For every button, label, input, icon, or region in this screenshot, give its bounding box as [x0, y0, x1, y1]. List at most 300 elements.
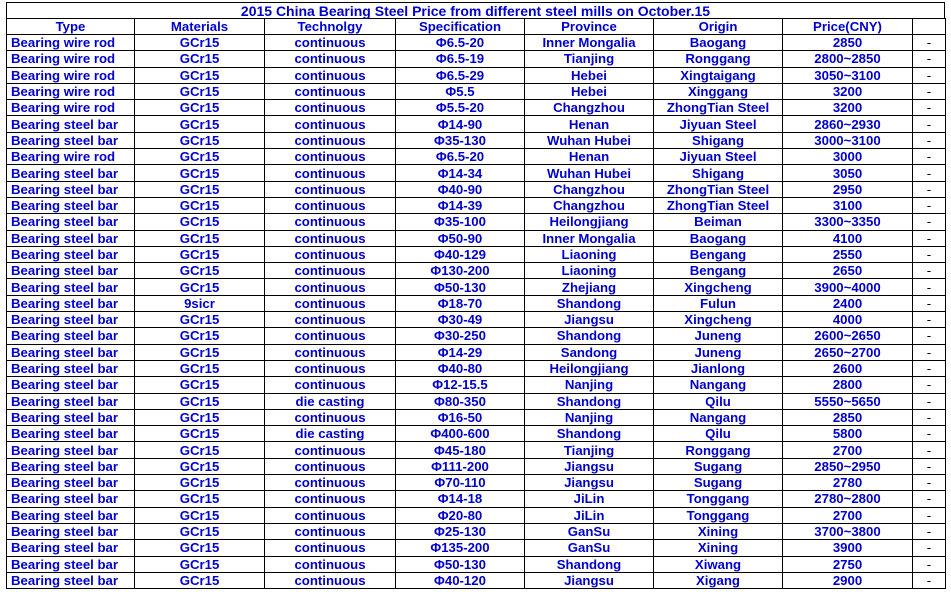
province-cell: JiLin	[525, 507, 654, 523]
province-cell: Liaoning	[525, 263, 654, 279]
price-cell: 3200	[783, 100, 913, 116]
table-row	[7, 442, 946, 458]
materials-cell: GCr15	[135, 197, 265, 213]
technology-cell: continuous	[265, 279, 396, 295]
specification-cell: Φ14-29	[396, 344, 525, 360]
specification-cell: Φ130-200	[396, 263, 525, 279]
materials-cell: GCr15	[135, 279, 265, 295]
origin-cell: Sugang	[654, 475, 783, 491]
table-row	[7, 475, 946, 491]
origin-cell: Juneng	[654, 328, 783, 344]
province-cell: Jiangsu	[525, 312, 654, 328]
materials-cell: GCr15	[135, 442, 265, 458]
technology-cell: continuous	[265, 442, 396, 458]
extra-cell: -	[913, 214, 946, 230]
price-cell: 2800~2850	[783, 51, 913, 67]
type-cell: Bearing steel bar	[7, 197, 135, 213]
materials-cell: GCr15	[135, 426, 265, 442]
type-cell: Bearing steel bar	[7, 360, 135, 376]
price-cell: 2700	[783, 507, 913, 523]
origin-cell: Ronggang	[654, 51, 783, 67]
type-cell: Bearing steel bar	[7, 409, 135, 425]
technology-cell: continuous	[265, 67, 396, 83]
materials-cell: GCr15	[135, 35, 265, 51]
origin-cell: Juneng	[654, 344, 783, 360]
specification-cell: Φ14-18	[396, 491, 525, 507]
technology-cell: continuous	[265, 263, 396, 279]
origin-cell: Tonggang	[654, 507, 783, 523]
extra-cell: -	[913, 475, 946, 491]
technology-cell: continuous	[265, 165, 396, 181]
table-row	[7, 67, 946, 83]
type-cell: Bearing steel bar	[7, 491, 135, 507]
price-cell: 2950	[783, 181, 913, 197]
type-cell: Bearing steel bar	[7, 540, 135, 556]
materials-cell: GCr15	[135, 458, 265, 474]
price-cell: 2850~2950	[783, 458, 913, 474]
price-cell: 2900	[783, 572, 913, 588]
extra-cell: -	[913, 312, 946, 328]
materials-cell: GCr15	[135, 344, 265, 360]
technology-cell: continuous	[265, 409, 396, 425]
table-row	[7, 360, 946, 376]
origin-cell: Fulun	[654, 295, 783, 311]
specification-cell: Φ5.5-20	[396, 100, 525, 116]
materials-cell: GCr15	[135, 328, 265, 344]
specification-cell: Φ50-130	[396, 556, 525, 572]
origin-cell: Bengang	[654, 263, 783, 279]
price-cell: 3900	[783, 540, 913, 556]
price-cell: 3200	[783, 83, 913, 99]
extra-cell: -	[913, 344, 946, 360]
type-cell: Bearing steel bar	[7, 230, 135, 246]
price-cell: 3050	[783, 165, 913, 181]
technology-cell: die casting	[265, 393, 396, 409]
table-row	[7, 523, 946, 539]
origin-cell: Shigang	[654, 165, 783, 181]
extra-cell: -	[913, 426, 946, 442]
origin-cell: Nangang	[654, 377, 783, 393]
specification-cell: Φ70-110	[396, 475, 525, 491]
specification-cell: Φ40-80	[396, 360, 525, 376]
materials-cell: GCr15	[135, 214, 265, 230]
technology-cell: continuous	[265, 197, 396, 213]
table-row	[7, 165, 946, 181]
specification-cell: Φ50-90	[396, 230, 525, 246]
price-sheet	[6, 2, 945, 589]
table-row	[7, 181, 946, 197]
type-cell: Bearing steel bar	[7, 328, 135, 344]
specification-cell: Φ135-200	[396, 540, 525, 556]
price-cell: 3050~3100	[783, 67, 913, 83]
specification-cell: Φ30-250	[396, 328, 525, 344]
technology-cell: continuous	[265, 35, 396, 51]
origin-cell: Bengang	[654, 246, 783, 262]
type-cell: Bearing steel bar	[7, 475, 135, 491]
price-cell: 3000~3100	[783, 132, 913, 148]
price-cell: 2650	[783, 263, 913, 279]
origin-cell: Shigang	[654, 132, 783, 148]
specification-cell: Φ45-180	[396, 442, 525, 458]
origin-cell: Qilu	[654, 426, 783, 442]
origin-cell: Xingcheng	[654, 279, 783, 295]
technology-cell: continuous	[265, 556, 396, 572]
origin-cell: Xining	[654, 540, 783, 556]
price-cell: 2700	[783, 442, 913, 458]
type-cell: Bearing wire rod	[7, 83, 135, 99]
materials-cell: GCr15	[135, 263, 265, 279]
province-cell: Wuhan Hubei	[525, 132, 654, 148]
price-cell: 3300~3350	[783, 214, 913, 230]
table-row	[7, 572, 946, 588]
materials-cell: GCr15	[135, 409, 265, 425]
specification-cell: Φ35-130	[396, 132, 525, 148]
province-cell: Wuhan Hubei	[525, 165, 654, 181]
type-cell: Bearing steel bar	[7, 442, 135, 458]
col-header-province: Province	[525, 19, 654, 35]
sheet-title: 2015 China Bearing Steel Price from different steel mills on October.15	[6, 2, 945, 18]
materials-cell: GCr15	[135, 556, 265, 572]
technology-cell: continuous	[265, 523, 396, 539]
extra-cell: -	[913, 507, 946, 523]
technology-cell: continuous	[265, 491, 396, 507]
specification-cell: Φ6.5-19	[396, 51, 525, 67]
province-cell: Henan	[525, 149, 654, 165]
extra-cell: -	[913, 51, 946, 67]
technology-cell: continuous	[265, 116, 396, 132]
technology-cell: continuous	[265, 132, 396, 148]
materials-cell: GCr15	[135, 230, 265, 246]
type-cell: Bearing steel bar	[7, 295, 135, 311]
price-cell: 3900~4000	[783, 279, 913, 295]
province-cell: Inner Mongalia	[525, 230, 654, 246]
technology-cell: continuous	[265, 540, 396, 556]
table-row	[7, 426, 946, 442]
price-cell: 2780	[783, 475, 913, 491]
materials-cell: GCr15	[135, 83, 265, 99]
materials-cell: GCr15	[135, 523, 265, 539]
extra-cell: -	[913, 328, 946, 344]
materials-cell: GCr15	[135, 507, 265, 523]
type-cell: Bearing steel bar	[7, 263, 135, 279]
table-row	[7, 214, 946, 230]
province-cell: Heilongjiang	[525, 360, 654, 376]
specification-cell: Φ25-130	[396, 523, 525, 539]
extra-cell: -	[913, 377, 946, 393]
materials-cell: GCr15	[135, 149, 265, 165]
technology-cell: continuous	[265, 181, 396, 197]
table-row	[7, 540, 946, 556]
extra-cell: -	[913, 540, 946, 556]
materials-cell: GCr15	[135, 360, 265, 376]
table-row	[7, 295, 946, 311]
province-cell: Shandong	[525, 328, 654, 344]
price-cell: 5550~5650	[783, 393, 913, 409]
extra-cell: -	[913, 442, 946, 458]
province-cell: JiLin	[525, 491, 654, 507]
table-row	[7, 377, 946, 393]
province-cell: Hebei	[525, 67, 654, 83]
type-cell: Bearing steel bar	[7, 523, 135, 539]
specification-cell: Φ18-70	[396, 295, 525, 311]
specification-cell: Φ16-50	[396, 409, 525, 425]
technology-cell: continuous	[265, 149, 396, 165]
price-cell: 2650~2700	[783, 344, 913, 360]
technology-cell: continuous	[265, 51, 396, 67]
table-row	[7, 556, 946, 572]
technology-cell: continuous	[265, 100, 396, 116]
extra-cell: -	[913, 491, 946, 507]
province-cell: Tianjing	[525, 51, 654, 67]
extra-cell: -	[913, 181, 946, 197]
materials-cell: GCr15	[135, 100, 265, 116]
technology-cell: continuous	[265, 328, 396, 344]
extra-cell: -	[913, 556, 946, 572]
col-header-specification: Specification	[396, 19, 525, 35]
province-cell: Liaoning	[525, 246, 654, 262]
province-cell: Nanjing	[525, 409, 654, 425]
technology-cell: continuous	[265, 83, 396, 99]
origin-cell: Xingcheng	[654, 312, 783, 328]
type-cell: Bearing steel bar	[7, 556, 135, 572]
price-cell: 2800	[783, 377, 913, 393]
origin-cell: Baogang	[654, 35, 783, 51]
technology-cell: die casting	[265, 426, 396, 442]
province-cell: Jiangsu	[525, 572, 654, 588]
table-row	[7, 328, 946, 344]
materials-cell: GCr15	[135, 377, 265, 393]
province-cell: GanSu	[525, 523, 654, 539]
type-cell: Bearing steel bar	[7, 507, 135, 523]
col-header-price: Price(CNY)	[783, 19, 913, 35]
table-row	[7, 116, 946, 132]
province-cell: Inner Mongalia	[525, 35, 654, 51]
origin-cell: Ronggang	[654, 442, 783, 458]
table-row	[7, 197, 946, 213]
extra-cell: -	[913, 409, 946, 425]
technology-cell: continuous	[265, 295, 396, 311]
specification-cell: Φ80-350	[396, 393, 525, 409]
extra-cell: -	[913, 263, 946, 279]
province-cell: Jiangsu	[525, 475, 654, 491]
table-row	[7, 230, 946, 246]
table-row	[7, 51, 946, 67]
origin-cell: Jiyuan Steel	[654, 116, 783, 132]
extra-cell: -	[913, 572, 946, 588]
specification-cell: Φ5.5	[396, 83, 525, 99]
extra-cell: -	[913, 165, 946, 181]
extra-cell: -	[913, 132, 946, 148]
technology-cell: continuous	[265, 572, 396, 588]
type-cell: Bearing steel bar	[7, 344, 135, 360]
technology-cell: continuous	[265, 475, 396, 491]
specification-cell: Φ50-130	[396, 279, 525, 295]
materials-cell: GCr15	[135, 491, 265, 507]
origin-cell: Xinggang	[654, 83, 783, 99]
table-row	[7, 132, 946, 148]
specification-cell: Φ14-90	[396, 116, 525, 132]
type-cell: Bearing steel bar	[7, 246, 135, 262]
price-cell: 2400	[783, 295, 913, 311]
type-cell: Bearing steel bar	[7, 181, 135, 197]
table-row	[7, 409, 946, 425]
extra-cell: -	[913, 149, 946, 165]
type-cell: Bearing steel bar	[7, 132, 135, 148]
origin-cell: Beiman	[654, 214, 783, 230]
technology-cell: continuous	[265, 214, 396, 230]
extra-cell: -	[913, 67, 946, 83]
technology-cell: continuous	[265, 230, 396, 246]
extra-cell: -	[913, 230, 946, 246]
specification-cell: Φ20-80	[396, 507, 525, 523]
specification-cell: Φ12-15.5	[396, 377, 525, 393]
extra-cell: -	[913, 197, 946, 213]
specification-cell: Φ400-600	[396, 426, 525, 442]
type-cell: Bearing steel bar	[7, 312, 135, 328]
specification-cell: Φ6.5-20	[396, 149, 525, 165]
province-cell: Shandong	[525, 295, 654, 311]
table-row	[7, 100, 946, 116]
materials-cell: GCr15	[135, 181, 265, 197]
origin-cell: ZhongTian Steel	[654, 100, 783, 116]
table-row	[7, 246, 946, 262]
materials-cell: GCr15	[135, 393, 265, 409]
province-cell: GanSu	[525, 540, 654, 556]
extra-cell: -	[913, 360, 946, 376]
type-cell: Bearing wire rod	[7, 51, 135, 67]
specification-cell: Φ14-34	[396, 165, 525, 181]
province-cell: Jiangsu	[525, 458, 654, 474]
extra-cell: -	[913, 279, 946, 295]
origin-cell: ZhongTian Steel	[654, 181, 783, 197]
table-row	[7, 83, 946, 99]
table-row	[7, 393, 946, 409]
header-row	[7, 19, 946, 35]
extra-cell: -	[913, 295, 946, 311]
origin-cell: Xiwang	[654, 556, 783, 572]
price-cell: 4100	[783, 230, 913, 246]
materials-cell: GCr15	[135, 51, 265, 67]
materials-cell: GCr15	[135, 572, 265, 588]
origin-cell: ZhongTian Steel	[654, 197, 783, 213]
materials-cell: GCr15	[135, 540, 265, 556]
price-cell: 2600	[783, 360, 913, 376]
type-cell: Bearing steel bar	[7, 165, 135, 181]
materials-cell: GCr15	[135, 312, 265, 328]
type-cell: Bearing steel bar	[7, 214, 135, 230]
origin-cell: Xining	[654, 523, 783, 539]
origin-cell: Sugang	[654, 458, 783, 474]
table-row	[7, 35, 946, 51]
origin-cell: Xigang	[654, 572, 783, 588]
type-cell: Bearing steel bar	[7, 572, 135, 588]
materials-cell: GCr15	[135, 475, 265, 491]
specification-cell: Φ14-39	[396, 197, 525, 213]
technology-cell: continuous	[265, 458, 396, 474]
price-cell: 2550	[783, 246, 913, 262]
province-cell: Changzhou	[525, 181, 654, 197]
price-cell: 2860~2930	[783, 116, 913, 132]
province-cell: Hebei	[525, 83, 654, 99]
price-cell: 5800	[783, 426, 913, 442]
extra-cell: -	[913, 116, 946, 132]
price-cell: 2600~2650	[783, 328, 913, 344]
materials-cell: GCr15	[135, 246, 265, 262]
col-header-type: Type	[7, 19, 135, 35]
specification-cell: Φ6.5-20	[396, 35, 525, 51]
origin-cell: Qilu	[654, 393, 783, 409]
technology-cell: continuous	[265, 377, 396, 393]
type-cell: Bearing wire rod	[7, 35, 135, 51]
extra-cell: -	[913, 83, 946, 99]
type-cell: Bearing steel bar	[7, 393, 135, 409]
materials-cell: GCr15	[135, 67, 265, 83]
materials-cell: GCr15	[135, 132, 265, 148]
col-header-technology: Technolgy	[265, 19, 396, 35]
technology-cell: continuous	[265, 360, 396, 376]
table-row	[7, 507, 946, 523]
price-cell: 2850	[783, 409, 913, 425]
type-cell: Bearing steel bar	[7, 279, 135, 295]
extra-cell: -	[913, 458, 946, 474]
extra-cell: -	[913, 100, 946, 116]
province-cell: Shandong	[525, 556, 654, 572]
price-cell: 2780~2800	[783, 491, 913, 507]
province-cell: Shandong	[525, 393, 654, 409]
province-cell: Henan	[525, 116, 654, 132]
technology-cell: continuous	[265, 312, 396, 328]
type-cell: Bearing steel bar	[7, 116, 135, 132]
specification-cell: Φ30-49	[396, 312, 525, 328]
specification-cell: Φ40-120	[396, 572, 525, 588]
technology-cell: continuous	[265, 507, 396, 523]
materials-cell: GCr15	[135, 165, 265, 181]
table-row	[7, 312, 946, 328]
table-row	[7, 344, 946, 360]
specification-cell: Φ35-100	[396, 214, 525, 230]
province-cell: Heilongjiang	[525, 214, 654, 230]
province-cell: Changzhou	[525, 197, 654, 213]
materials-cell: GCr15	[135, 116, 265, 132]
specification-cell: Φ111-200	[396, 458, 525, 474]
specification-cell: Φ40-129	[396, 246, 525, 262]
extra-cell: -	[913, 393, 946, 409]
technology-cell: continuous	[265, 344, 396, 360]
origin-cell: Baogang	[654, 230, 783, 246]
province-cell: Zhejiang	[525, 279, 654, 295]
price-table	[6, 18, 946, 589]
origin-cell: Tonggang	[654, 491, 783, 507]
origin-cell: Nangang	[654, 409, 783, 425]
extra-cell: -	[913, 246, 946, 262]
table-row	[7, 149, 946, 165]
price-cell: 3000	[783, 149, 913, 165]
province-cell: Changzhou	[525, 100, 654, 116]
price-cell: 3700~3800	[783, 523, 913, 539]
type-cell: Bearing steel bar	[7, 426, 135, 442]
type-cell: Bearing wire rod	[7, 149, 135, 165]
type-cell: Bearing wire rod	[7, 67, 135, 83]
table-row	[7, 458, 946, 474]
price-cell: 4000	[783, 312, 913, 328]
materials-cell: 9sicr	[135, 295, 265, 311]
price-cell: 2850	[783, 35, 913, 51]
price-cell: 2750	[783, 556, 913, 572]
extra-cell: -	[913, 35, 946, 51]
type-cell: Bearing steel bar	[7, 458, 135, 474]
specification-cell: Φ6.5-29	[396, 67, 525, 83]
province-cell: Shandong	[525, 426, 654, 442]
